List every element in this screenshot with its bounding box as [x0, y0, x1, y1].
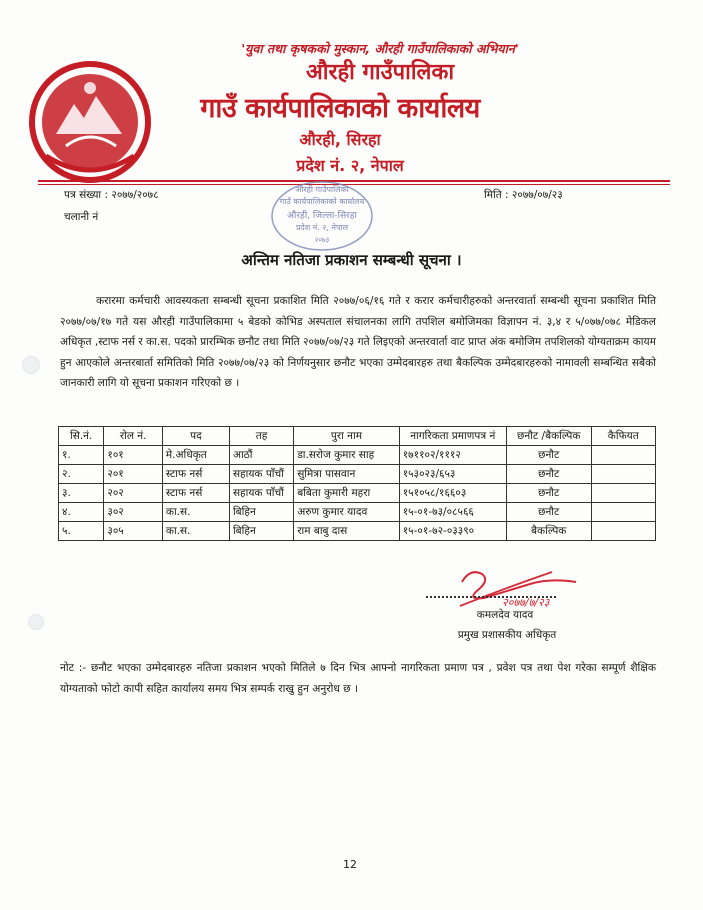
notice-note: नोट :- छनौट भएका उम्मेदबारहरु नतिजा प्रकाशन भएको मितिले ७ दिन भित्र आफ्नो नागरिकता प्रमाण पत्र , प्रवेश पत्र तथा पेश गरेका सम्पूर्ण शैक्षिक योग्यताको फोटो कापी सहित कार्यालय समय भित्र सम्पर्क राखु हुन अनुरोध छ । — [60, 662, 656, 695]
notice-subject: अन्तिम नतिजा प्रकाशन सम्बन्धी सूचना । — [241, 251, 462, 269]
cell-post: मे.अधिकृत — [162, 446, 229, 465]
table-row — [59, 503, 656, 522]
table-row — [59, 446, 656, 465]
header-serial: सि.नं. — [59, 427, 104, 446]
cell-citizenship: १५१०५८/१६६०३ — [399, 484, 506, 503]
punch-hole-bottom — [28, 614, 44, 630]
office-stamp-icon — [262, 176, 382, 256]
cell-level: बिहिन — [229, 522, 293, 541]
cell-citizenship: १५-०१-७३/०८५६६ — [399, 503, 506, 522]
table-header-row — [59, 427, 656, 446]
cell-roll: ३०५ — [104, 522, 162, 541]
cell-citizenship: १५-०१-७२-०३३९० — [399, 522, 506, 541]
cell-serial: १. — [59, 446, 104, 465]
cell-roll: २०१ — [104, 465, 162, 484]
punch-hole-top — [22, 356, 40, 374]
signatory-title: प्रमुख प्रशासकीय अधिकृत — [457, 629, 557, 641]
signature-line — [426, 596, 556, 598]
header-remarks: कैफियत — [591, 427, 655, 446]
header-selection: छनौट /बैकल्पिक — [506, 427, 591, 446]
cell-remarks — [591, 522, 655, 541]
table-row — [59, 522, 656, 541]
signatory-name: कमलदेव यादव — [476, 609, 534, 621]
cell-remarks — [591, 503, 655, 522]
cell-level: सहायक पाँचौं — [229, 465, 293, 484]
cell-selection: बैकल्पिक — [506, 522, 591, 541]
cell-remarks — [591, 446, 655, 465]
cell-level: आठौं — [229, 446, 293, 465]
table-row — [59, 484, 656, 503]
header-roll: रोल नं. — [104, 427, 162, 446]
svg-text:औरही गाउँपालिका: औरही गाउँपालिका — [295, 185, 349, 194]
cell-post: स्टाफ नर्स — [162, 465, 229, 484]
cell-citizenship: १७११०२/१११२ — [399, 446, 506, 465]
cell-serial: २. — [59, 465, 104, 484]
svg-text:गाउँ कार्यपालिकाको कार्यालय: गाउँ कार्यपालिकाको कार्यालय — [279, 197, 365, 206]
svg-text:प्रदेश नं. २, नेपाल: प्रदेश नं. २, नेपाल — [295, 223, 349, 232]
cell-post: का.स. — [162, 503, 229, 522]
cell-selection: छनौट — [506, 484, 591, 503]
letter-date: मिति : २०७७/०७/२३ — [484, 189, 563, 201]
svg-text:२०७३: २०७३ — [314, 236, 330, 244]
letter-number: पत्र संख्या : २०७७/२०७८ — [64, 189, 159, 201]
cell-full-name: डा.सरोज कुमार साह — [294, 446, 400, 465]
cell-roll: ३०२ — [104, 503, 162, 522]
cell-serial: ५. — [59, 522, 104, 541]
cell-level: बिहिन — [229, 503, 293, 522]
cell-serial: ४. — [59, 503, 104, 522]
notice-body: करारमा कर्मचारी आवस्यकता सम्बन्धी सूचना प्रकाशित मिति २०७७/०६/१६ गते र करार कर्मचारीहरुको अन्तरवार्ता सम्बन्धी सूचना प्रकाशित मिति २०७७/०७/१७ गते यस औरही गाउँपालिकामा ५ बेडको कोभिड अस्पताल संचालनका लागि तपशिल बमोजिमका विज्ञापन नं. ३,४ र ५/०७७/०७८ मेडिकल अधिकृत ,स्टाफ नर्स र का.स. पदको प्रारम्भिक छनौट तथा मिति २०७७/०७/२३ गते लिइएको अन्तरवार्ता वाट प्राप्त अंक बमोजिम तपशिलको योग्यताक्रम कायम हुन आएकोले अन्तरबार्ता समितिको मिति २०७७/०७/२३ को निर्णयनुसार छनौट भएका उम्मेदबारहरु तथा बैकल्पिक उम्मेदबारहरुको नामावली सम्बन्धित सबैको जानकारी लागि यो सूचना प्रकाशन गरिएको छ । — [60, 295, 656, 389]
cell-selection: छनौट — [506, 446, 591, 465]
slogan: 'युवा तथा कृषकको मुस्कान, औरही गाउँपालिकाको अभियान' — [241, 41, 519, 56]
cell-level: सहायक पाँचौं — [229, 484, 293, 503]
cell-full-name: सुमित्रा पासवान — [294, 465, 400, 484]
cell-remarks — [591, 465, 655, 484]
svg-text:औरही, जिल्ला-सिरहा: औरही, जिल्ला-सिरहा — [287, 211, 357, 221]
cell-roll: १०१ — [104, 446, 162, 465]
cell-serial: ३. — [59, 484, 104, 503]
office-name: गाउँ कार्यपालिकाको कार्यालय — [200, 93, 480, 124]
municipality-name: औरही गाउँपालिका — [305, 60, 455, 85]
table-row — [59, 465, 656, 484]
cell-selection: छनौट — [506, 503, 591, 522]
header-level: तह — [229, 427, 293, 446]
cell-full-name: राम बाबु दास — [294, 522, 400, 541]
province-line: प्रदेश नं. २, नेपाल — [296, 156, 404, 175]
cell-post: स्टाफ नर्स — [162, 484, 229, 503]
header-full-name: पुरा नाम — [294, 427, 400, 446]
svg-text:२०७७/७/२३: २०७७/७/२३ — [502, 596, 550, 609]
cell-full-name: बबिता कुमारी महरा — [294, 484, 400, 503]
page-number: 12 — [343, 858, 357, 871]
cell-citizenship: १५३०२३/६५३ — [399, 465, 506, 484]
cell-post: का.स. — [162, 522, 229, 541]
header-post: पद — [162, 427, 229, 446]
results-table — [58, 426, 656, 541]
cell-remarks — [591, 484, 655, 503]
cell-selection: छनौट — [506, 465, 591, 484]
office-place: औरही, सिरहा — [299, 130, 381, 149]
cell-full-name: अरुण कुमार यादव — [294, 503, 400, 522]
cell-roll: २०२ — [104, 484, 162, 503]
dispatch-number: चलानी नं — [64, 211, 99, 223]
header-citizenship: नागरिकता प्रमाणपत्र नं — [399, 427, 506, 446]
